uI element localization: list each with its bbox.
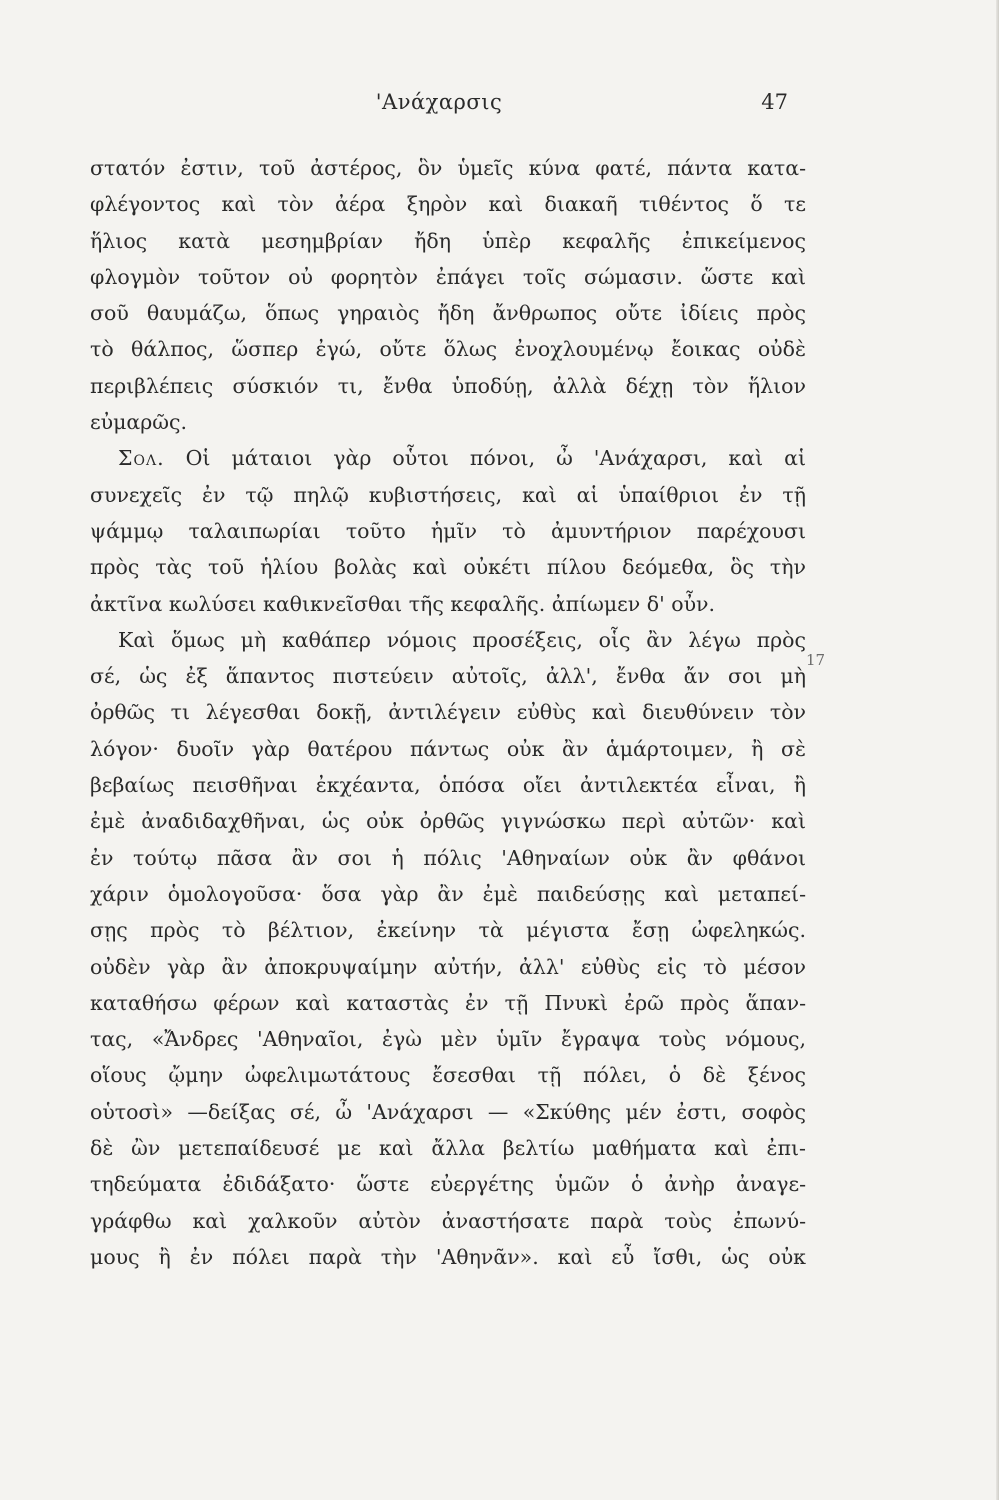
text-line: βεβαίως πεισθῆναι ἐκχέαντα, ὁπόσα οἴει ἀντιλεκτέα εἶναι, ἢ: [90, 773, 806, 798]
text-line: περιβλέπεις σύσκιόν τι, ἔνθα ὑποδύῃ, ἀλλὰ δέχῃ τὸν ἥλιον: [90, 373, 806, 398]
text-line: σῃς πρὸς τὸ βέλτιον, ἐκείνην τὰ μέγιστα ἔσῃ ὠφεληκώς.: [90, 918, 806, 943]
text-line: ἐν τούτῳ πᾶσα ἂν σοι ἡ πόλις 'Αθηναίων οὐκ ἂν φθάνοι: [90, 845, 806, 870]
text-line: οὐδὲν γὰρ ἂν ἀποκρυψαίμην αὐτήν, ἀλλ' εὐθὺς εἰς τὸ μέσον: [90, 954, 806, 979]
text-line: σοῦ θαυμάζω, ὅπως γηραιὸς ἤδη ἄνθρωπος οὔτε ἰδίεις πρὸς: [90, 301, 806, 326]
text-line: ἀκτῖνα κωλύσει καθικνεῖσθαι τῆς κεφαλῆς. ἀπίωμεν δ' οὖν.: [90, 591, 716, 616]
text-line: καταθήσω φέρων καὶ καταστὰς ἐν τῇ Πνυκὶ ἐρῶ πρὸς ἅπαν-: [90, 990, 806, 1015]
text-line: Καὶ ὅμως μὴ καθάπερ νόμοις προσέξεις, οἷς ἂν λέγω πρὸς: [118, 627, 806, 652]
text-line: οἵους ᾤμην ὠφελιμωτάτους ἔσεσθαι τῇ πόλει, ὁ δὲ ξένος: [90, 1063, 806, 1088]
text-line: τας, «Ἄνδρες 'Αθηναῖοι, ἐγὼ μὲν ὑμῖν ἔγραψα τοὺς νόμους,: [90, 1027, 806, 1052]
running-header: [90, 90, 788, 130]
speaker-label: Σολ.: [118, 446, 165, 471]
text-line: Οἱ μάταιοι γὰρ οὗτοι πόνοι, ὦ 'Ανάχαρσι, καὶ αἱ: [185, 446, 806, 471]
text-line: ὀρθῶς τι λέγεσθαι δοκῇ, ἀντιλέγειν εὐθὺς καὶ διευθύνειν τὸν: [90, 700, 806, 725]
speaker-line: [90, 440, 806, 476]
text-line: πρὸς τὰς τοῦ ἡλίου βολὰς καὶ οὐκέτι πίλου δεόμεθα, ὃς τὴν: [90, 555, 806, 580]
text-line: χάριν ὁμολογοῦσα· ὅσα γὰρ ἂν ἐμὲ παιδεύσῃς καὶ μεταπεί-: [90, 881, 806, 906]
text-line: λόγον· δυοῖν γὰρ θατέρου πάντως οὐκ ἂν ἁμάρτοιμεν, ἢ σὲ: [90, 736, 806, 761]
margin-line-number: 17: [806, 651, 826, 669]
text-line: φλογμὸν τοῦτον οὐ φορητὸν ἐπάγει τοῖς σώμασιν. ὥστε καὶ: [90, 264, 806, 289]
page-number: 47: [761, 90, 788, 114]
running-title: 'Ανάχαρσις: [375, 90, 503, 114]
text-line: δὲ ὢν μετεπαίδευσέ με καὶ ἄλλα βελτίω μαθήματα καὶ ἐπι-: [90, 1136, 806, 1161]
text-line: μους ἢ ἐν πόλει παρὰ τὴν 'Αθηνᾶν». καὶ εὖ ἴσθι, ὡς οὐκ: [90, 1244, 806, 1269]
text-line: εὐμαρῶς.: [90, 410, 188, 435]
text-line: συνεχεῖς ἐν τῷ πηλῷ κυβιστήσεις, καὶ αἱ ὑπαίθριοι ἐν τῇ: [90, 482, 806, 507]
text-line: τὸ θάλπος, ὥσπερ ἐγώ, οὔτε ὅλως ἐνοχλουμένῳ ἔοικας οὐδὲ: [90, 337, 806, 362]
text-line: γράφθω καὶ χαλκοῦν αὐτὸν ἀναστήσατε παρὰ τοὺς ἐπωνύ-: [90, 1208, 806, 1233]
text-line: ἐμὲ ἀναδιδαχθῆναι, ὡς οὐκ ὀρθῶς γιγνώσκω περὶ αὐτῶν· καὶ: [90, 809, 806, 834]
text-line: ψάμμῳ ταλαιπωρίαι τοῦτο ἡμῖν τὸ ἀμυντήριον παρέχουσι: [90, 518, 806, 543]
text-line: ἥλιος κατὰ μεσημβρίαν ἤδη ὑπὲρ κεφαλῆς ἐπικείμενος: [90, 228, 806, 253]
text-line: φλέγοντος καὶ τὸν ἀέρα ξηρὸν καὶ διακαῆ τιθέντος ὅ τε: [90, 192, 806, 217]
text-line: στατόν ἐστιν, τοῦ ἀστέρος, ὃν ὑμεῖς κύνα φατέ, πάντα κατα-: [90, 156, 806, 180]
text-line: οὑτοσὶ» —δείξας σέ, ὦ 'Ανάχαρσι — «Σκύθης μέν ἐστι, σοφὸς: [90, 1099, 806, 1124]
text-line: τηδεύματα ἐδιδάξατο· ὥστε εὐεργέτης ὑμῶν ὁ ἀνὴρ ἀναγε-: [90, 1172, 806, 1197]
body-text: [90, 150, 806, 1275]
text-line: σέ, ὡς ἐξ ἅπαντος πιστεύειν αὐτοῖς, ἀλλ', ἔνθα ἄν σοι μὴ: [90, 664, 806, 689]
